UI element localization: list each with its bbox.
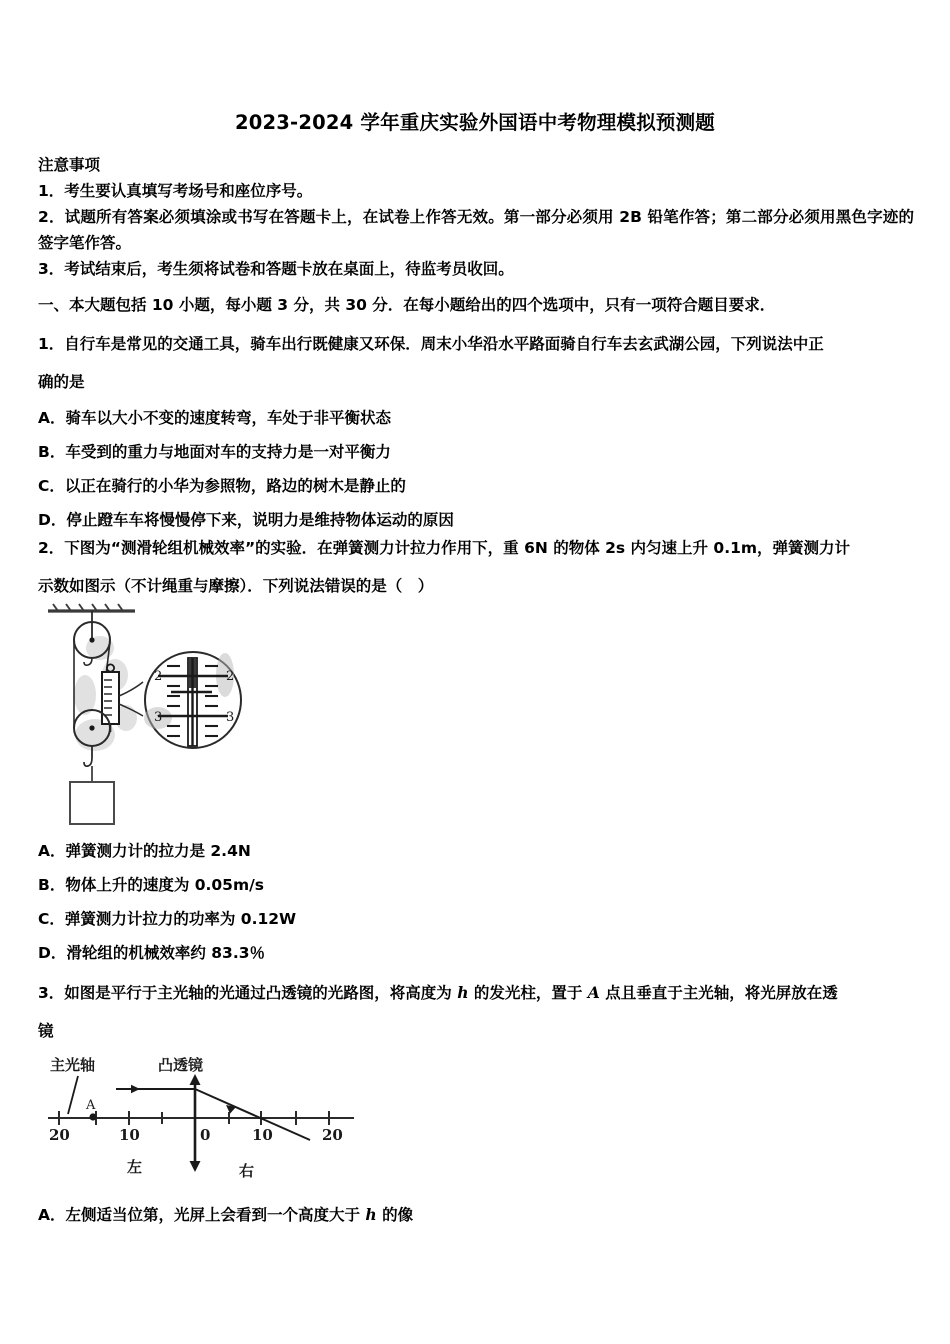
- question-2-options: [38, 834, 918, 970]
- hanging-weight-block: [70, 782, 114, 824]
- question-3-stem-continuation: 镜: [38, 1022, 54, 1040]
- magnifier-label-right-2: 2: [226, 669, 235, 684]
- notice-line-2: 2．试题所有答案必须填涂或书写在答题卡上，在试卷上作答无效。第一部分必须用 2B 铅笔作答；第二部分必须用黑色字迹的签字笔作答。: [38, 208, 914, 252]
- option-d-text: 停止蹬车车将慢慢停下来，说明力是维持物体运动的原因: [66, 511, 454, 529]
- question-3-options: [38, 1198, 918, 1232]
- tick-label-right-20: 20: [322, 1126, 343, 1144]
- question-3-var-h: h: [457, 983, 469, 1002]
- figure-convex-lens: [34, 1048, 364, 1196]
- option-d-text: 滑轮组的机械效率约 83.3％: [66, 944, 266, 962]
- question-1-number: 1．: [38, 335, 65, 353]
- label-right-side: 右: [239, 1162, 255, 1180]
- notice-section: [38, 152, 914, 282]
- question-2-number: 2．: [38, 539, 65, 557]
- page-title: 2023-2024 学年重庆实验外国语中考物理模拟预测题: [234, 111, 716, 134]
- lens-label: 凸透镜: [158, 1056, 204, 1074]
- option-d-label: D．: [38, 944, 67, 962]
- option-c-label: C．: [38, 910, 65, 928]
- tick-label-left-20: 20: [49, 1126, 70, 1144]
- question-3-number: 3．: [38, 984, 65, 1002]
- magnifier-label-left-3: 3: [154, 710, 163, 725]
- principal-axis-label: 主光轴: [50, 1056, 96, 1074]
- option-a-text: 弹簧测力计的拉力是 2.4N: [65, 842, 251, 860]
- question-3-stem: [38, 974, 918, 1012]
- question-3-var-a: A: [587, 983, 600, 1002]
- question-3: [38, 974, 918, 1050]
- question-3-body-b: 的发光柱，置于: [468, 984, 588, 1002]
- question-1-stem: [38, 325, 918, 363]
- question-2-option-d[interactable]: [38, 936, 918, 970]
- tick-label-right-10: 10: [252, 1126, 273, 1144]
- question-2-option-c[interactable]: [38, 902, 918, 936]
- lens-arrow-top: [190, 1074, 201, 1085]
- option-b-text: 车受到的重力与地面对车的支持力是一对平衡力: [65, 443, 391, 461]
- option-a-text-b: 的像: [376, 1206, 414, 1224]
- option-b-text: 物体上升的速度为 0.05m/s: [65, 876, 265, 894]
- question-2: [38, 529, 918, 605]
- option-d-label: D．: [38, 511, 67, 529]
- option-c-label: C．: [38, 477, 65, 495]
- option-b-label: B．: [38, 443, 66, 461]
- option-a-var-h: h: [365, 1205, 377, 1224]
- question-2-option-a[interactable]: [38, 834, 918, 868]
- question-1-option-a[interactable]: [38, 401, 918, 435]
- question-3-body-a: 如图是平行于主光轴的光通过凸透镜的光路图，将高度为: [64, 984, 458, 1002]
- label-left-side: 左: [127, 1158, 143, 1176]
- option-c-text: 弹簧测力计拉力的功率为 0.12W: [64, 910, 297, 928]
- pulley-diagram-svg: [40, 600, 300, 840]
- movable-pulley-axle: [89, 725, 94, 730]
- question-3-option-a[interactable]: [38, 1198, 918, 1232]
- option-a-label: A．: [38, 842, 66, 860]
- magnifier-label-left-2: 2: [154, 669, 163, 684]
- option-a-label: A．: [38, 409, 66, 427]
- notice-heading: 注意事项: [38, 156, 101, 174]
- question-2-stem-continuation: 示数如图示（不计绳重与摩擦）．下列说法错误的是（ ）: [38, 577, 434, 595]
- lens-arrow-bottom: [190, 1161, 201, 1172]
- principal-axis-leader-line: [68, 1076, 78, 1114]
- tick-label-zero: 0: [200, 1126, 211, 1144]
- fixed-pulley-hook: [84, 658, 92, 665]
- magnifier-label-right-3: 3: [226, 710, 235, 725]
- weight-hook: [84, 758, 92, 766]
- notice-line-1: 1．考生要认真填写考场号和座位序号。: [38, 182, 313, 200]
- tick-label-left-10: 10: [119, 1126, 140, 1144]
- question-1: [38, 325, 918, 537]
- question-1-stem-continuation: 确的是: [38, 373, 85, 391]
- question-1-option-c[interactable]: [38, 469, 918, 503]
- fixed-pulley-axle: [89, 637, 94, 642]
- option-b-label: B．: [38, 876, 66, 894]
- incident-ray-arrowhead: [131, 1085, 140, 1093]
- optics-diagram-svg: [34, 1048, 364, 1196]
- notice-line-3: 3．考试结束后，考生须将试卷和答题卡放在桌面上，待监考员收回。: [38, 260, 514, 278]
- question-1-body: 自行车是常见的交通工具，骑车出行既健康又环保．周末小华沿水平路面骑自行车去玄武湖公园，下列说法中正: [64, 335, 824, 353]
- figure-pulley-system: [40, 600, 300, 840]
- question-2-body: 下图为“测滑轮组机械效率”的实验．在弹簧测力计拉力作用下，重 6N 的物体 2s 内匀速上升 0.1m，弹簧测力计: [64, 539, 851, 557]
- option-a-label: A．: [38, 1206, 66, 1224]
- question-2-option-b[interactable]: [38, 868, 918, 902]
- section-heading: 一、本大题包括 10 小题，每小题 3 分，共 30 分．在每小题给出的四个选项中，只有一项符合题目要求．: [38, 296, 776, 314]
- option-a-text: 骑车以大小不变的速度转弯，车处于非平衡状态: [65, 409, 392, 427]
- option-a-text-a: 左侧适当位第，光屏上会看到一个高度大于: [65, 1206, 366, 1224]
- point-a-label: A: [86, 1098, 96, 1113]
- question-1-option-b[interactable]: [38, 435, 918, 469]
- point-a-marker: [89, 1113, 96, 1120]
- question-3-body-c: 点且垂直于主光轴，将光屏放在透: [599, 984, 838, 1002]
- option-c-text: 以正在骑行的小华为参照物，路边的树木是静止的: [64, 477, 406, 495]
- question-2-stem: [38, 529, 918, 567]
